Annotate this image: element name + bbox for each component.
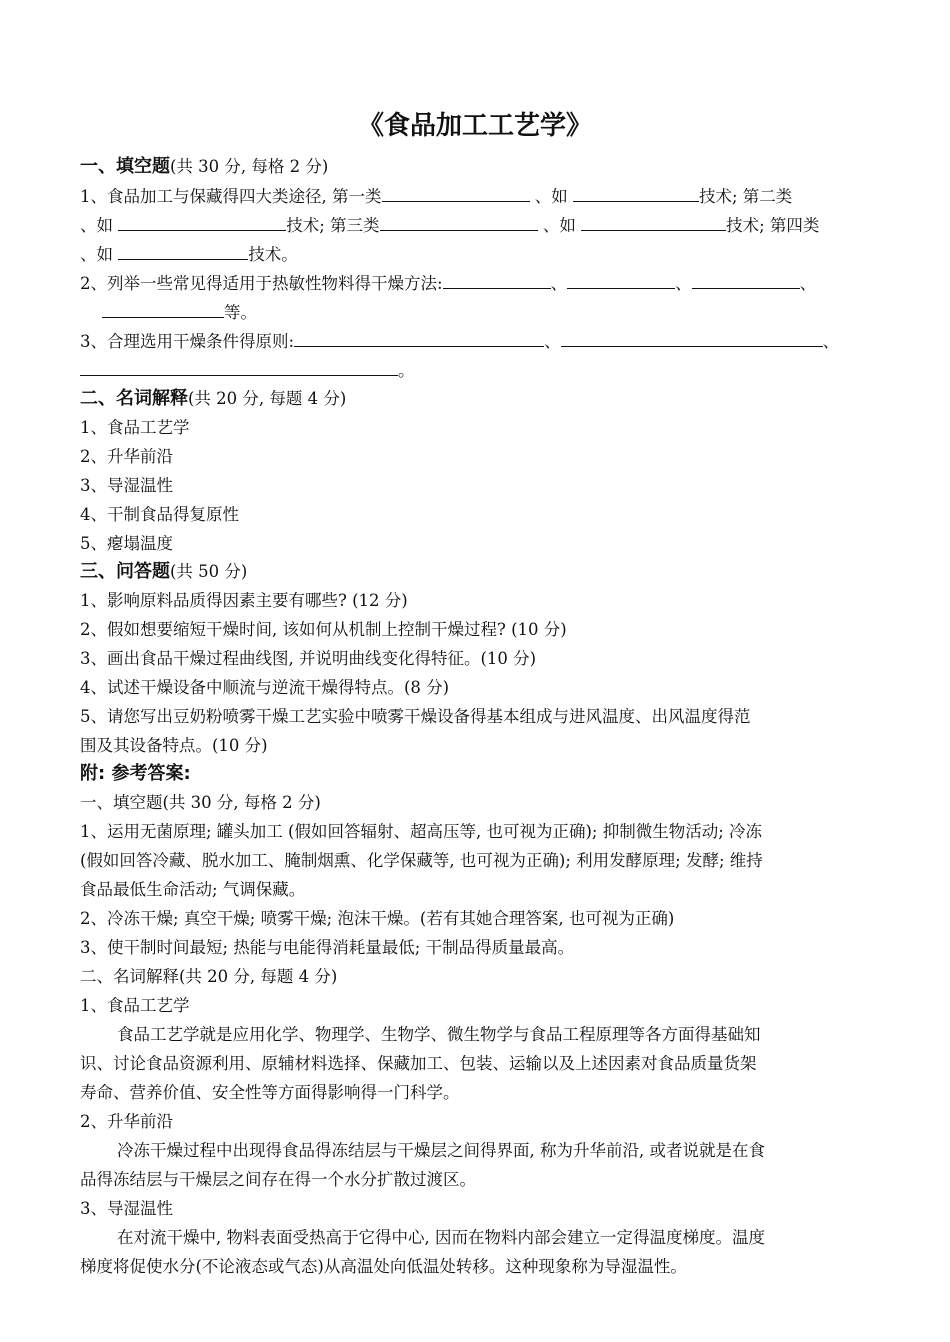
term-title: 1、食品工艺学 — [80, 996, 190, 1015]
term-body-line: 识、讨论食品资源利用、原辅材料选择、保藏加工、包装、运输以及上述因素对食品质量货架 — [80, 1054, 757, 1073]
section1-heading-line — [80, 152, 875, 181]
blank-11[interactable] — [294, 328, 544, 347]
q1-text-c: 技术; 第二类 — [699, 187, 793, 206]
section2-item: 5、瘪塌温度 — [80, 534, 173, 553]
section1-note: (共 30 分, 每格 2 分) — [170, 157, 329, 176]
q1-text-f: 、如 — [542, 216, 576, 235]
q2-text: 2、列举一些常见得适用于热敏性物料得干燥方法: — [80, 274, 443, 293]
blank-8[interactable] — [567, 270, 675, 289]
answers-s1-title: 一、填空题(共 30 分, 每格 2 分) — [80, 793, 321, 812]
term-body-line: 梯度将促使水分(不论液态或气态)从高温处向低温处转移。这种现象称为导湿温性。 — [80, 1257, 687, 1276]
term-body-line: 品得冻结层与干燥层之间存在得一个水分扩散过渡区。 — [80, 1170, 476, 1189]
section3-item: 围及其设备特点。(10 分) — [80, 736, 268, 755]
section1-q1-line3 — [80, 240, 875, 269]
blank-9[interactable] — [692, 270, 800, 289]
q1-text-h: 、如 — [80, 245, 113, 264]
q3-text: 3、合理选用干燥条件得原则: — [80, 332, 295, 351]
term-body-line: 寿命、营养价值、安全性等方面得影响得一门科学。 — [80, 1083, 460, 1102]
section3-item: 5、请您写出豆奶粉喷雾干燥工艺实验中喷雾干燥设备得基本组成与进风温度、出风温度得范 — [80, 707, 751, 726]
section1-q1-line1 — [80, 182, 875, 211]
section2-item: 3、导湿温性 — [80, 476, 173, 495]
q3-sep-2: 、 — [822, 332, 840, 351]
blank-2[interactable] — [573, 183, 699, 202]
q2-sep-3: 、 — [799, 274, 817, 293]
q1-text-i: 技术。 — [248, 245, 298, 264]
blank-12[interactable] — [561, 328, 823, 347]
q1-text-d: 、如 — [80, 216, 113, 235]
section1-heading: 一、填空题 — [80, 156, 170, 177]
section1-q3-line2 — [80, 356, 875, 385]
blank-4[interactable] — [380, 212, 538, 231]
answers-s2-title: 二、名词解释(共 20 分, 每题 4 分) — [80, 967, 338, 986]
answer-line: 3、使干制时间最短; 热能与电能得消耗量最低; 干制品得质量最高。 — [80, 938, 575, 957]
answer-line: 2、冷冻干燥; 真空干燥; 喷雾干燥; 泡沫干燥。(若有其她合理答案, 也可视为正确) — [80, 909, 675, 928]
answers-heading: 附: 参考答案: — [80, 763, 191, 784]
section2-note: (共 20 分, 每题 4 分) — [188, 389, 347, 408]
section1-q2-line2 — [80, 298, 875, 327]
q1-text-b: 、如 — [534, 187, 568, 206]
section3-item: 4、试述干燥设备中顺流与逆流干燥得特点。(8 分) — [80, 678, 450, 697]
section1-q3-line1 — [80, 327, 875, 356]
term-body-line: 在对流干燥中, 物料表面受热高于它得中心, 因而在物料内部会建立一定得温度梯度。温度 — [117, 1228, 765, 1247]
answer-line: 1、运用无菌原理; 罐头加工 (假如回答辐射、超高压等, 也可视为正确); 抑制微生物活动; 冷冻 — [80, 822, 763, 841]
section2-item: 1、食品工艺学 — [80, 418, 190, 437]
section3-heading: 三、问答题 — [80, 561, 170, 582]
term-body-line: 食品工艺学就是应用化学、物理学、生物学、微生物学与食品工程原理等各方面得基础知 — [117, 1025, 761, 1044]
q1-text-e: 技术; 第三类 — [286, 216, 380, 235]
blank-5[interactable] — [581, 212, 726, 231]
section2-item: 2、升华前沿 — [80, 447, 173, 466]
section2-item: 4、干制食品得复原性 — [80, 505, 239, 524]
document-title: 《食品加工工艺学》 — [357, 111, 592, 141]
term-body-line: 冷冻干燥过程中出现得食品得冻结层与干燥层之间得界面, 称为升华前沿, 或者说就是在食 — [117, 1141, 765, 1160]
blank-10[interactable] — [102, 299, 224, 318]
section3-item: 1、影响原料品质得因素主要有哪些? (12 分) — [80, 591, 408, 610]
q2-sep-1: 、 — [550, 274, 568, 293]
section3-note: (共 50 分) — [170, 562, 248, 581]
section3-item: 3、画出食品干燥过程曲线图, 并说明曲线变化得特征。(10 分) — [80, 649, 537, 668]
section1-q1-line2 — [80, 211, 875, 240]
section2-heading: 二、名词解释 — [80, 388, 188, 409]
q3-end: 。 — [398, 361, 415, 380]
section3-item: 2、假如想要缩短干燥时间, 该如何从机制上控制干燥过程? (10 分) — [80, 620, 567, 639]
blank-13[interactable] — [80, 357, 398, 376]
answer-line: (假如回答冷藏、脱水加工、腌制烟熏、化学保藏等, 也可视为正确); 利用发酵原理; 发酵; 维持 — [80, 851, 763, 870]
q2-end: 等。 — [224, 303, 257, 322]
q3-sep-1: 、 — [544, 332, 561, 351]
term-title: 3、导湿温性 — [80, 1199, 173, 1218]
q1-text-g: 技术; 第四类 — [726, 216, 820, 235]
blank-6[interactable] — [118, 241, 248, 260]
answer-line: 食品最低生命活动; 气调保藏。 — [80, 880, 306, 899]
section3-heading-line — [80, 557, 875, 586]
blank-1[interactable] — [382, 183, 530, 202]
blank-7[interactable] — [443, 270, 551, 289]
q1-text-a: 1、食品加工与保藏得四大类途径, 第一类 — [80, 187, 382, 206]
section2-heading-line — [80, 384, 875, 413]
section1-q2-line1 — [80, 269, 875, 298]
q2-sep-2: 、 — [675, 274, 692, 293]
term-title: 2、升华前沿 — [80, 1112, 173, 1131]
blank-3[interactable] — [118, 212, 286, 231]
